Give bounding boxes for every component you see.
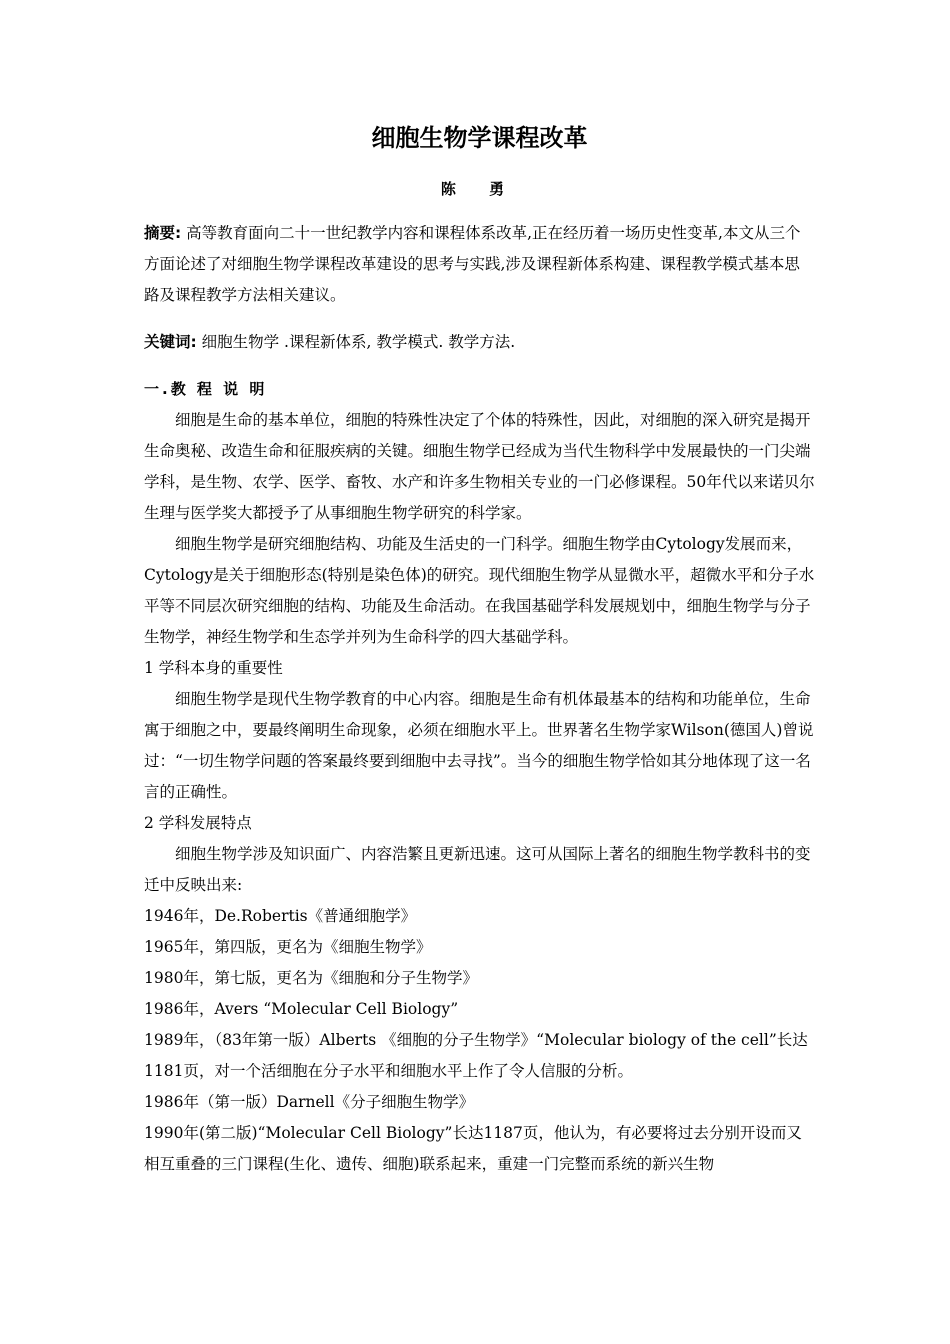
abstract-text: 高等教育面向二十一世纪教学内容和课程体系改革,正在经历着一场历史性变革,本文从三个方面论述了对细胞生物学课程改革建设的思考与实践,涉及课程新体系构建、课程教学模式基本思路及课程教学方法相关建议。 — [144, 224, 801, 304]
subsection-heading-importance: 1 学科本身的重要性 — [144, 659, 283, 677]
paragraph-importance: 细胞生物学是现代生物学教育的中心内容。细胞是生命有机体最基本的结构和功能单位，生命寓于细胞之中，要最终阐明生命现象，必须在细胞水平上。世界著名生物学家Wilson(德国人)曾说过：“一切生物学问题的答案最终要到细胞中去寻找”。当今的细胞生物学恰如其分地体现了这一名言的正确性。 — [144, 690, 814, 801]
timeline-entry: 1980年，第七版，更名为《细胞和分子生物学》 — [144, 969, 478, 987]
timeline-entry: 1986年（第一版）Darnell《分子细胞生物学》 — [144, 1093, 475, 1111]
timeline-entry: 1946年，De.Robertis《普通细胞学》 — [144, 907, 417, 925]
keywords — [144, 327, 815, 358]
timeline-entry: 1986年，Avers “Molecular Cell Biology” — [144, 1000, 459, 1018]
paragraph-cell-intro: 细胞是生命的基本单位，细胞的特殊性决定了个体的特殊性，因此，对细胞的深入研究是揭开生命奥秘、改造生命和征服疾病的关键。细胞生物学已经成为当代生物科学中发展最快的一门尖端学科，是生物、农学、医学、畜牧、水产和许多生物相关专业的一门必修课程。50年代以来诺贝尔生理与医学奖大都授予了从事细胞生物学研究的科学家。 — [144, 411, 815, 522]
abstract — [144, 218, 815, 311]
abstract-label: 摘要: — [144, 224, 182, 242]
section-heading: 一.教 程 说 明 — [144, 380, 268, 398]
page-title: 细胞生物学课程改革 — [371, 124, 588, 152]
timeline-entry: 1965年，第四版，更名为《细胞生物学》 — [144, 938, 432, 956]
timeline-entry: 1989年，（83年第一版）Alberts 《细胞的分子生物学》“Molecular biology of the cell”长达1181页，对一个活细胞在分子水平和细胞水平上作了令人信服的分析。 — [144, 1031, 808, 1080]
author-name: 陈 勇 — [440, 180, 519, 198]
keywords-text: 细胞生物学 .课程新体系, 教学模式. 教学方法. — [196, 333, 516, 351]
timeline-entry: 1990年(第二版)“Molecular Cell Biology”长达1187页，他认为，有必要将过去分别开设而又相互重叠的三门课程(生化、遗传、细胞)联系起来，重建一门完整而系统的新兴生物 — [144, 1124, 802, 1173]
paragraph-cell-biology-definition: 细胞生物学是研究细胞结构、功能及生活史的一门科学。细胞生物学由Cytology发展而来，Cytology是关于细胞形态(特别是染色体)的研究。现代细胞生物学从显微水平，超微水平和分子水平等不同层次研究细胞的结构、功能及生命活动。在我国基础学科发展规划中，细胞生物学与分子生物学，神经生物学和生态学并列为生命科学的四大基础学科。 — [144, 535, 815, 646]
keywords-label: 关键词: — [144, 333, 197, 351]
paragraph-development: 细胞生物学涉及知识面广、内容浩繁且更新迅速。这可从国际上著名的细胞生物学教科书的变迁中反映出来: — [144, 845, 811, 894]
subsection-heading-development: 2 学科发展特点 — [144, 814, 252, 832]
